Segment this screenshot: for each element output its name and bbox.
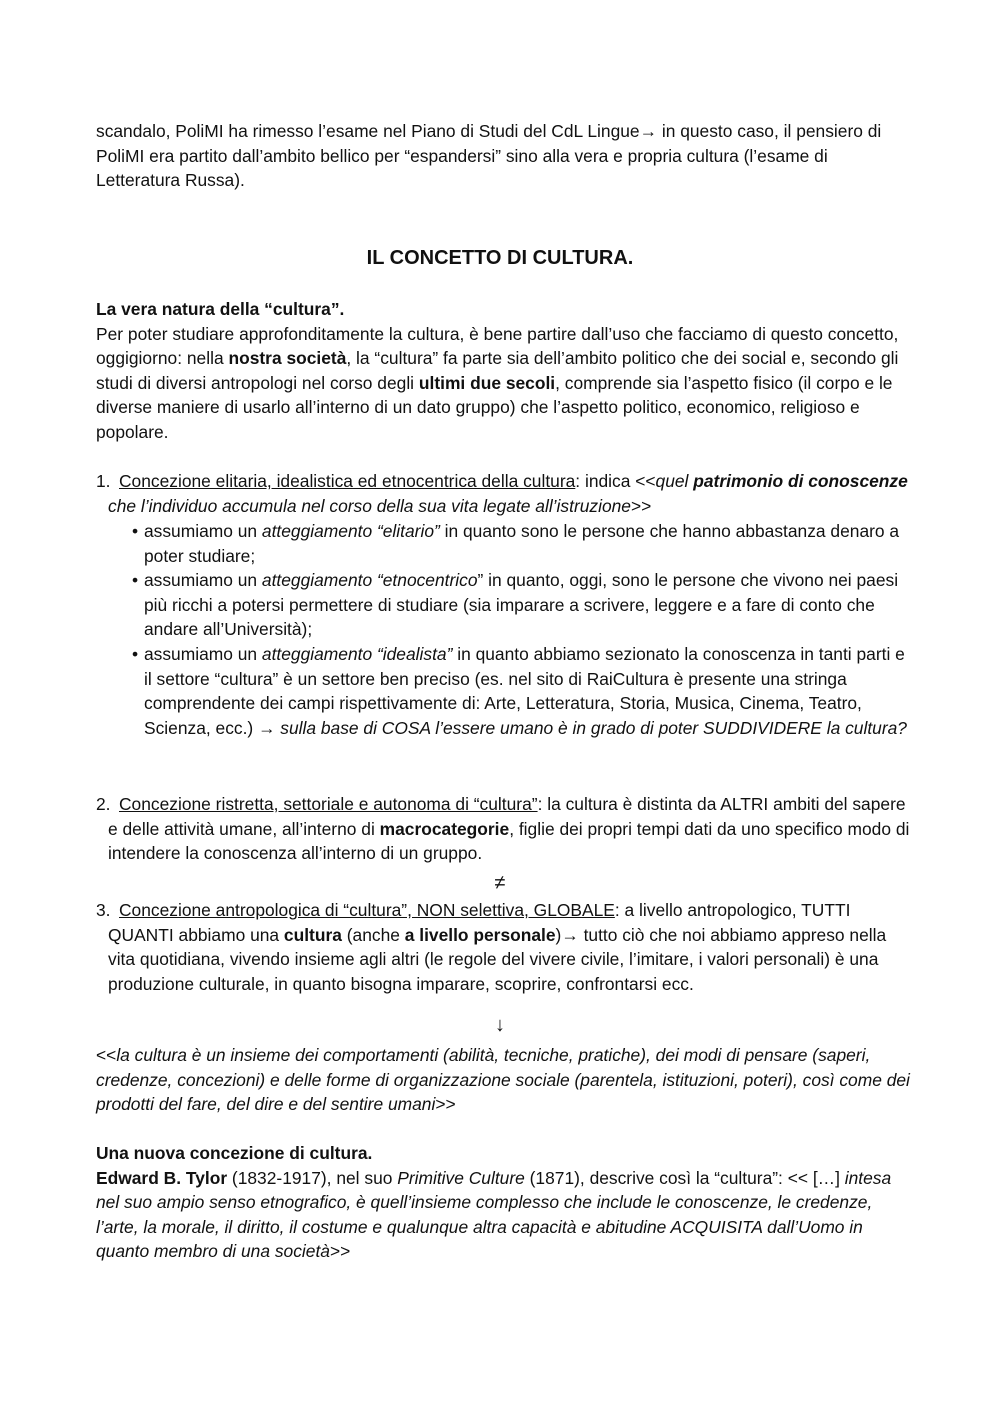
bold-text: nostra società [228,348,347,369]
item-text: : indica << [575,471,656,491]
bullet-text: in quanto sono le persone che hanno abbastanza denaro a poter studiare; [144,521,900,566]
definition-quote [96,1043,916,1117]
italic-text: sulla base di COSA l’essere umano è in grado di poter SUDDIVIDERE la cultura? [275,717,907,738]
bullet-text: assumiamo un [144,570,262,591]
bullet-text: assumiamo un [144,643,262,664]
intro-text-continued: in questo caso, il pensiero di PoliMI era partito dall’ambito bellico per “espandersi” sino alla vera e propria cultura (l’esame di Letteratura Russa). [96,121,882,191]
quote-text: intesa nel suo ampio senso etnografico, è quell’insieme complesso che include le conoscenze, le credenze, l’arte, la morale, il diritto, il costume e qualunque altra capacità e abitudine ACQUISITA dall’Uomo in quanto membro di una società [96,1167,892,1262]
section-heading: La vera natura della “cultura”. [96,299,345,319]
list-number: 1. [96,471,111,491]
bullet-list [132,519,912,740]
italic-text: quel [655,471,694,491]
paragraph-text: (1832-1917), nel suo [227,1167,398,1188]
quote-text: la cultura è un insieme dei comportamenti (abilità, tecniche, pratiche), dei modi di pensare (saperi, credenze, concezioni) e delle forme di organizzazione sociale (parentela, istituzioni, poteri), così come dei prodotti del fare, del dire e del sentire umani [96,1045,910,1115]
paragraph-text: , la “cultura” fa parte sia dell’ambito politico che dei social e, secondo gli studi di diversi antropologi nel corso degli [96,348,899,393]
bullet-text: ” in quanto, oggi, sono le persone che vivono nei paesi più ricchi a potersi permettere di studiare (sia imparare a scrivere, leggere e a fare di conto che andare all’Università); [144,570,899,640]
bullet-item-idealista [132,642,912,740]
list-number: 2. [96,794,111,814]
paragraph-text: , comprende sia l’aspetto fisico (il corpo e le diverse maniere di usarlo all’interno di un dato gruppo) che l’aspetto politico, economico, religioso e popolare. [96,372,893,442]
arrow-right-icon: → [561,924,579,945]
italic-text: atteggiamento “etnocentrico [261,570,478,591]
quote-mark: >> [329,1241,351,1262]
concept-name: Concezione ristretta, settoriale e autonoma di “cultura” [119,794,538,814]
quote-mark: >> [435,1094,456,1115]
bold-text: cultura [283,924,342,945]
bullet-item-etnocentrico [132,568,912,642]
item-text: : la cultura è distinta da ALTRI ambiti del sapere e delle attività umane, all’interno di [108,794,906,839]
bullet-icon: • [132,643,139,664]
bold-text: macrocategorie [379,818,510,839]
bold-italic-text: patrimonio di conoscenze [693,471,908,491]
bullet-text: assumiamo un [144,521,262,541]
page-title: IL CONCETTO DI CULTURA. [366,247,634,269]
section-natura [96,297,916,445]
bold-text: ultimi due secoli [418,372,556,393]
section-heading: Una nuova concezione di cultura. [96,1143,373,1163]
list-item-3 [96,898,916,996]
intro-text: scandalo, PoliMI ha rimesso l’esame nel Piano di Studi del CdL Lingue [96,121,640,141]
list-item-1 [96,469,916,518]
item-text: >> [630,495,652,516]
book-title: Primitive Culture [397,1167,525,1188]
list-item-2 [96,792,916,866]
concept-name: Concezione elitaria, idealistica ed etnocentrica della cultura [119,471,576,491]
bullet-icon: • [132,521,139,541]
paragraph-text: (1871), descrive così la “cultura”: << […] [524,1167,845,1188]
intro-paragraph [96,119,916,193]
author-name: Edward B. Tylor [96,1167,228,1188]
italic-text: atteggiamento “idealista” [261,643,453,664]
item-text: tutto ciò che noi abbiamo appreso nella vita quotidiana, vivendo insieme agli altri (le regole del vivere civile, l’imitare, i valori personali) è una produzione culturale, in quanto bisogna imparare, scoprire, confrontarsi ecc. [108,924,887,994]
item-text: (anche [341,924,405,945]
not-equal-icon: ≠ [494,872,506,894]
italic-text: che l’individuo accumula nel corso della sua vita legate all’istruzione [108,495,631,516]
italic-text: atteggiamento “elitario” [261,521,440,541]
arrow-right-icon: → [639,121,657,141]
arrow-down-icon: ↓ [495,1014,505,1036]
concept-name: Concezione antropologica di “cultura”, NON selettiva, GLOBALE [119,900,615,920]
item-text: : a livello antropologico, TUTTI QUANTI abbiamo una [108,900,851,945]
bullet-text: in quanto abbiamo sezionato la conoscenza in tanti parti e il settore “cultura” è un settore ben preciso (es. nel sito di RaiCultura è presente una stringa comprendente dei campi rispettivamente di: Arte, Letteratura, Storia, Musica, Cinema, Teatro, Scienza, ecc.) [144,643,905,738]
bullet-icon: • [132,570,139,591]
arrow-right-icon: → [258,717,276,738]
list-number: 3. [96,900,111,920]
quote-mark: << [96,1045,117,1065]
item-text: ) [555,924,562,945]
section-tylor [96,1141,916,1264]
bullet-item-elitario [132,519,912,568]
paragraph-text: Per poter studiare approfonditamente la cultura, è bene partire dall’uso che facciamo di questo concetto, oggigiorno: nella [96,323,899,369]
item-text: , figlie dei propri tempi dati da uno specifico modo di intendere la conoscenza all’interno di un gruppo. [108,818,910,864]
bold-text: a livello personale [404,924,556,945]
